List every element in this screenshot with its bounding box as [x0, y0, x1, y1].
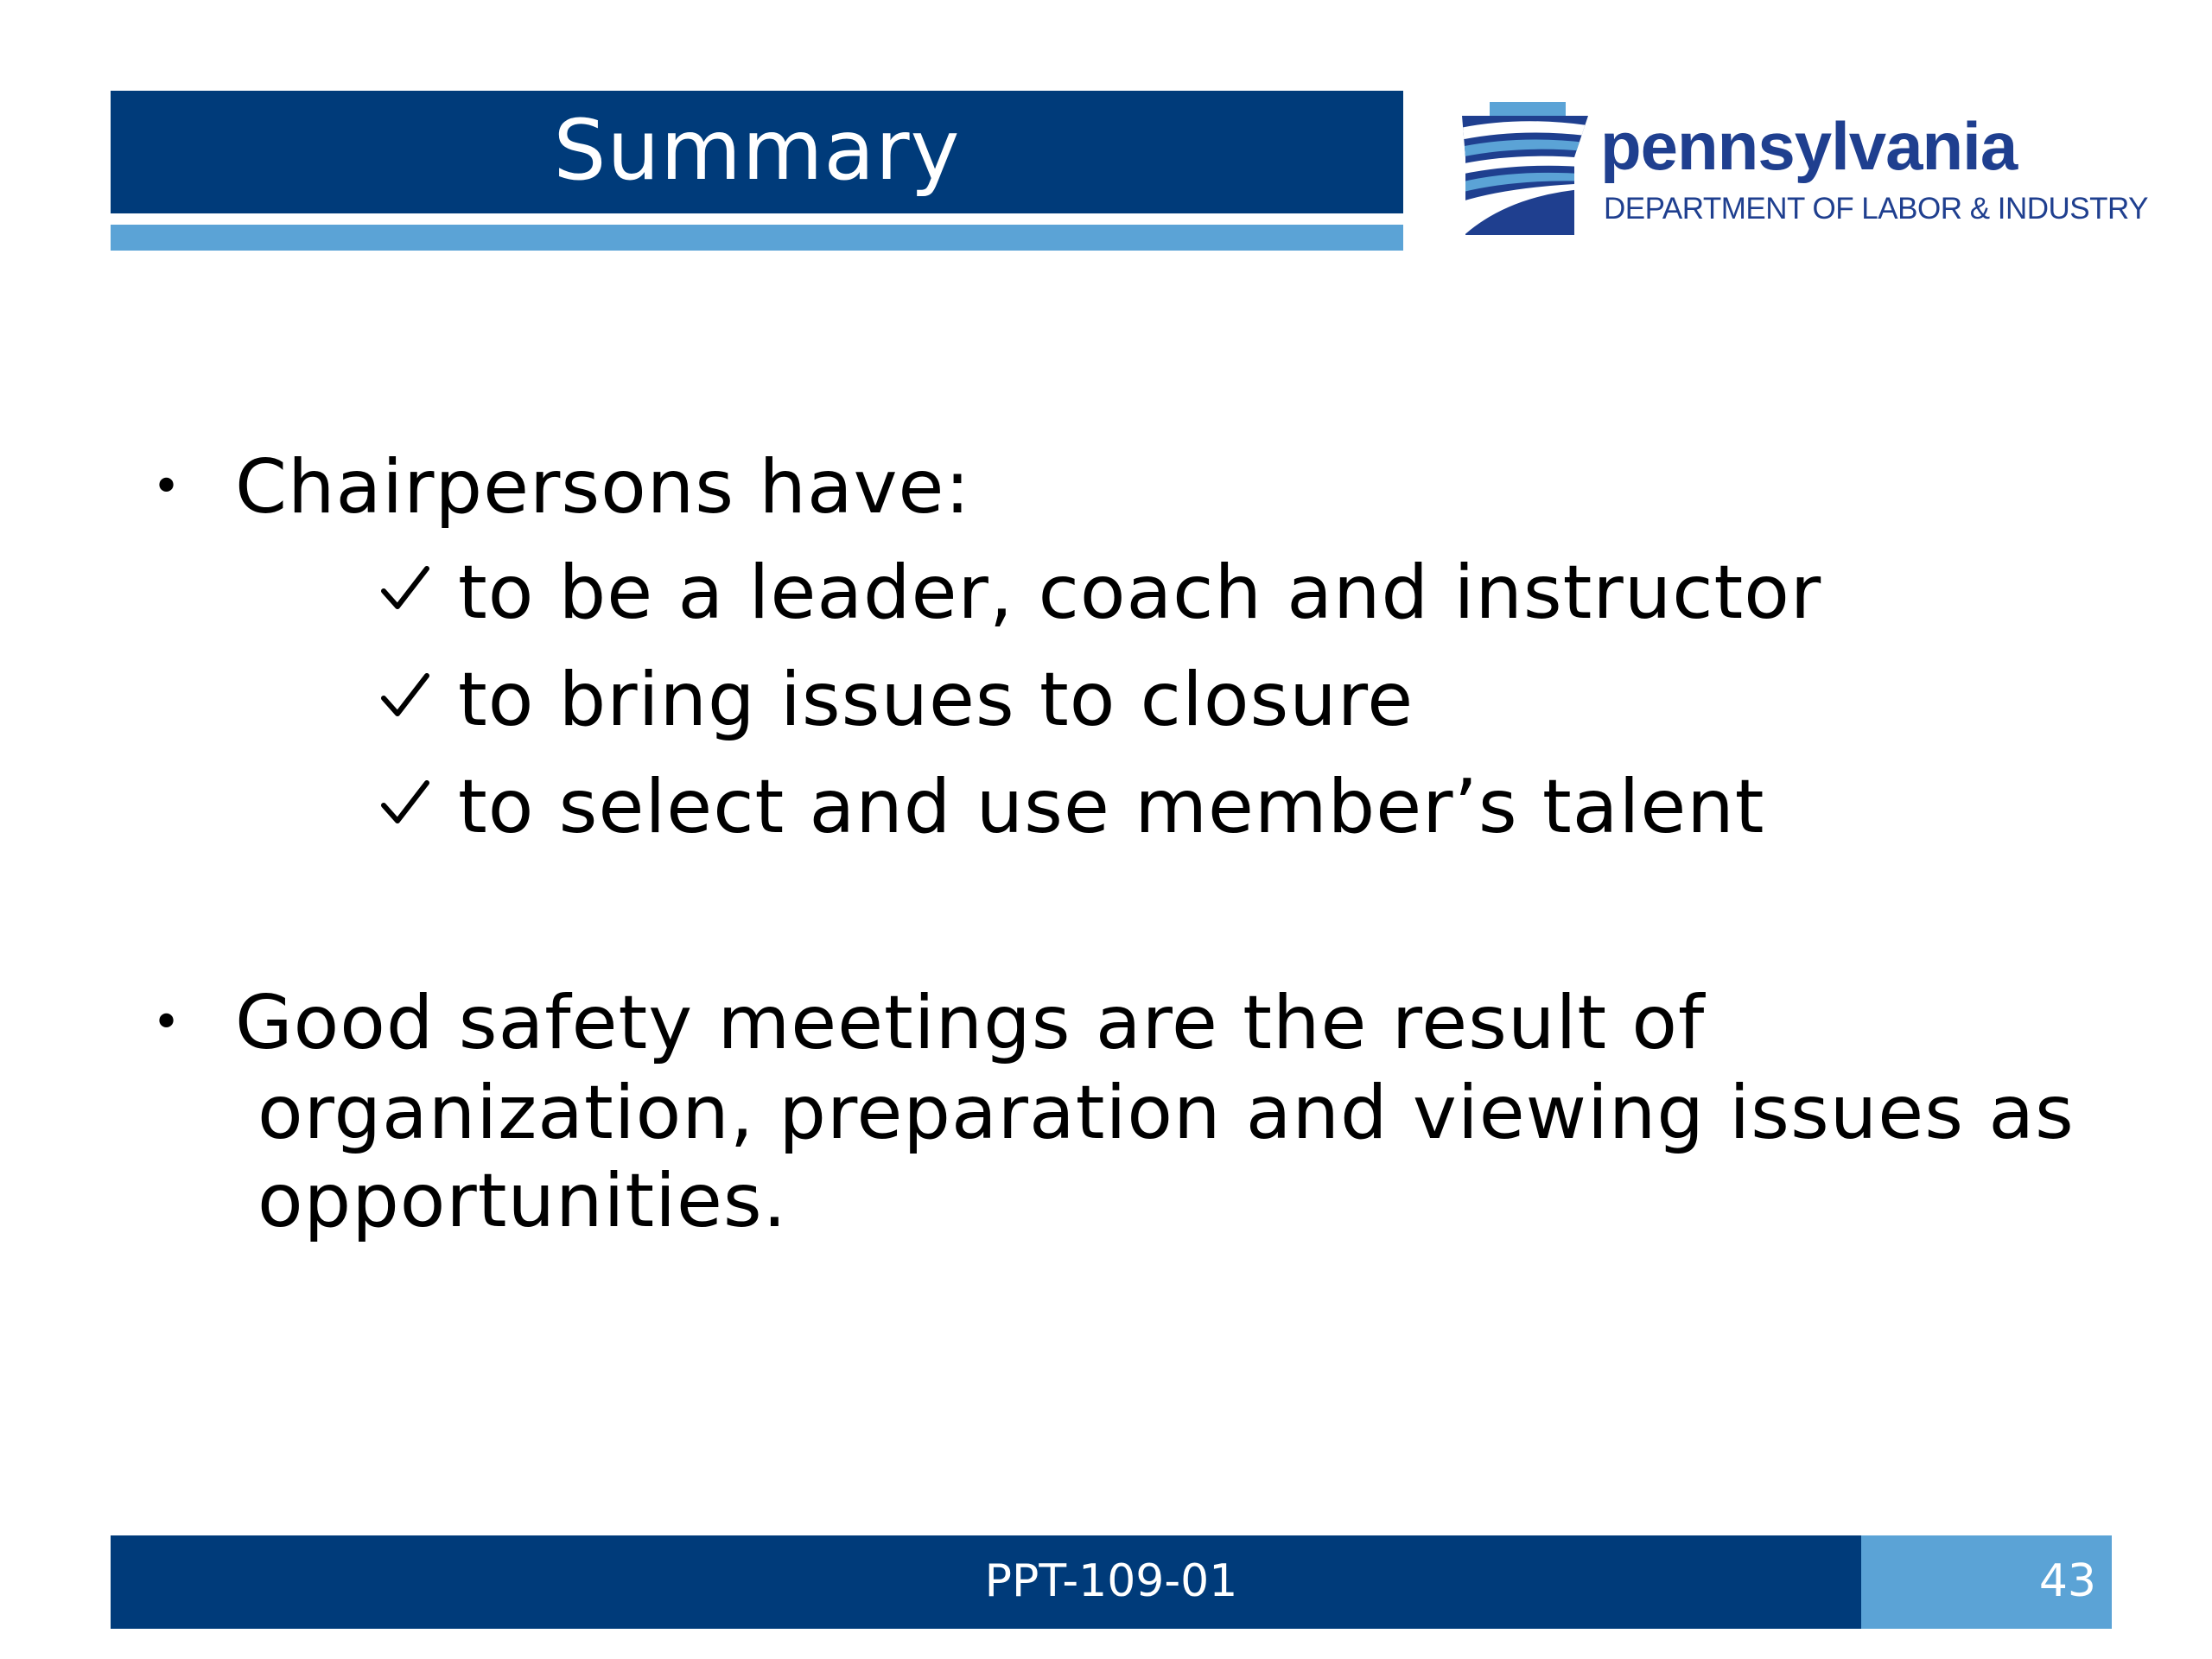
bullet-text-2-line-3: opportunities.: [257, 1158, 788, 1244]
bullet-text-2-line-1: Good safety meetings are the result of: [235, 980, 1706, 1066]
bullet-icon: •: [152, 459, 181, 515]
slide-title: Summary: [553, 102, 961, 199]
bullet-icon: •: [152, 995, 181, 1051]
bullet-text-2-line-2: organization, preparation and viewing issues as: [257, 1070, 2075, 1156]
checkmark-icon: [380, 671, 430, 721]
bullet-text-1: Chairpersons have:: [235, 444, 971, 531]
page-number: 43: [2038, 1555, 2096, 1607]
footer-code: PPT-109-01: [984, 1555, 1238, 1607]
checkmark-icon: [380, 563, 430, 613]
check-item-1: to be a leader, coach and instructor: [458, 550, 1822, 636]
logo-subtitle: DEPARTMENT OF LABOR & INDUSTRY: [1604, 192, 2149, 226]
checkmark-icon: [380, 778, 430, 828]
check-item-3: to select and use member’s talent: [458, 764, 1765, 850]
logo-wordmark: pennsylvania: [1600, 108, 2018, 184]
check-item-2: to bring issues to closure: [458, 657, 1414, 743]
